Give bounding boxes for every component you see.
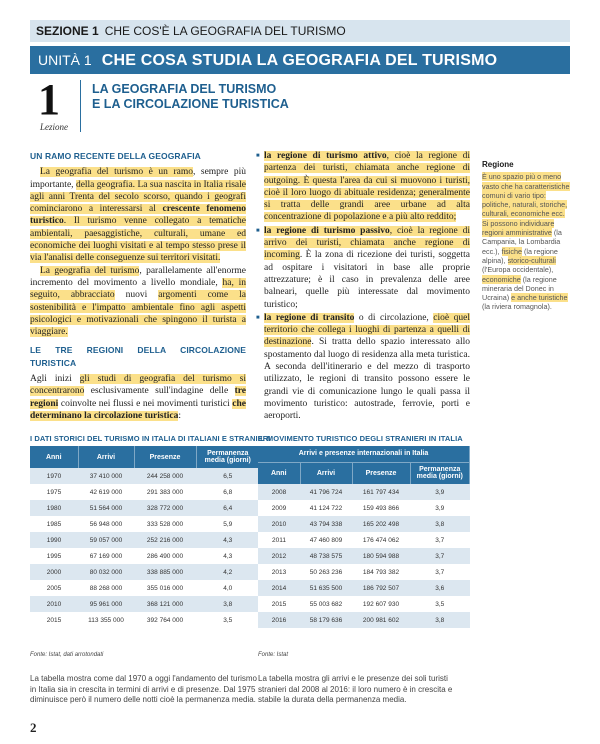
- table-cell: 48 738 575: [300, 548, 352, 564]
- table-row: [258, 500, 470, 516]
- table-row: [30, 596, 260, 612]
- table-cell: 176 474 062: [352, 532, 410, 548]
- text-span: coinvolte nei flussi e nei movimenti turistici: [58, 398, 233, 409]
- paragraph-1: [30, 166, 246, 264]
- text-span: storico-culturali: [507, 255, 556, 265]
- text-span: (l'Europa occidentale),: [482, 265, 554, 275]
- middle-column: [256, 150, 470, 424]
- unit-banner: [30, 46, 570, 74]
- section-label: SEZIONE 1: [36, 24, 99, 38]
- table-caption-row: [258, 446, 470, 462]
- table-row: [258, 484, 470, 500]
- table2-title: IL MOVIMENTO TURISTICO DEGLI STRANIERI IN ITALIA: [258, 434, 463, 443]
- table-cell: 3,5: [196, 612, 260, 628]
- heading-ramo-recente: UN RAMO RECENTE DELLA GEOGRAFIA: [30, 151, 201, 161]
- table-cell: 41 124 722: [300, 500, 352, 516]
- table-cell: 55 003 682: [300, 596, 352, 612]
- table-cell: 58 179 636: [300, 612, 352, 628]
- table-row: [258, 580, 470, 596]
- table-body: [30, 468, 260, 628]
- table-cell: 43 794 338: [300, 516, 352, 532]
- lesson-number: 1: [38, 75, 60, 124]
- table-cell: 42 619 000: [78, 484, 134, 500]
- table-cell: 56 948 000: [78, 516, 134, 532]
- table-cell: 2010: [258, 516, 300, 532]
- table-cell: 3,8: [196, 596, 260, 612]
- text-span: crescente fenomeno turistico: [30, 204, 246, 227]
- text-span: tre regioni: [30, 386, 246, 409]
- table-row: [30, 484, 260, 500]
- text-span: ha, in seguito, abbracciato: [30, 277, 246, 301]
- text-span: esclusivamente sull'indagine delle: [84, 386, 235, 397]
- glossary-title: Regione: [482, 160, 514, 169]
- lesson-title-line2: E LA CIRCOLAZIONE TURISTICA: [92, 97, 289, 111]
- text-span: , parallelamente all'enorme incremento del movimento a livello mondiale,: [30, 265, 246, 288]
- unit-label: UNITÀ 1: [38, 52, 92, 68]
- table-cell: 50 263 236: [300, 564, 352, 580]
- table-row: [30, 564, 260, 580]
- text-span: la regione di turismo attivo: [264, 151, 387, 161]
- table-cell: 6,8: [196, 484, 260, 500]
- column-header: Anni: [30, 446, 78, 468]
- column-header: Anni: [258, 462, 300, 484]
- table-row: [30, 516, 260, 532]
- table-cell: 159 493 866: [352, 500, 410, 516]
- table-cell: 165 202 498: [352, 516, 410, 532]
- text-span: gli studi di geografia del turismo si concentrarono: [30, 374, 247, 397]
- table-cell: 2016: [258, 612, 300, 628]
- lesson-title-line1: LA GEOGRAFIA DEL TURISMO: [92, 82, 277, 96]
- text-span: . È la zona di ricezione dei turisti, soggetta ad ospitare i visitatori in base alle proprie attrezzature; è il caso in prevalenza delle aree balneari, quelle più interessate dal movimento turistico;: [264, 250, 470, 310]
- text-span: la regione di transito: [264, 312, 355, 323]
- section-header: [30, 20, 570, 42]
- text-span: La geografia del turismo è un ramo: [40, 167, 193, 178]
- text-span: che determinano la circolazione turistica: [30, 398, 246, 421]
- table-cell: 1985: [30, 516, 78, 532]
- text-span: , cioè la regione di partenza dei turisti, chiamata anche regione di outgoing. È questa l'area da cui si muovono i turisti, cioè il loro luogo di abituale residenza; generalmente si tratta delle grandi aree urbane ad alta concentrazione di popolazione e a più alto reddito;: [264, 151, 470, 223]
- regions-list: [256, 150, 470, 423]
- column-header: Arrivi: [78, 446, 134, 468]
- table-cell: 51 564 000: [78, 500, 134, 516]
- table-cell: 2015: [258, 596, 300, 612]
- table-cell: 4,3: [196, 532, 260, 548]
- table-cell: 2015: [30, 612, 78, 628]
- text-span: È uno spazio più o meno vasto che ha caratteristiche comuni di vario tipo: politiche, naturali, storiche, culturali, economiche ecc. Si possono individuare regioni amministrative: [482, 172, 570, 238]
- table-row: [30, 580, 260, 596]
- text-span: la regione di turismo passivo: [264, 225, 390, 236]
- column-header: Permanenza media (giorni): [410, 462, 470, 484]
- table-header-row: [258, 462, 470, 484]
- table1-description: La tabella mostra come dal 1970 a oggi l'andamento del turismo in Italia sia in crescita in termini di arrivi e di presenze. Dal 1975 diminuisce però il numero delle notti cioè la permanenza media.: [30, 674, 257, 704]
- table-cell: 3,6: [410, 580, 470, 596]
- column-header: Presenze: [134, 446, 196, 468]
- text-span: e anche turistiche: [511, 293, 568, 303]
- table-row: [30, 532, 260, 548]
- table-cell: 252 216 000: [134, 532, 196, 548]
- text-span: fisiche: [501, 246, 522, 256]
- text-span: cioè quel territorio che collega i luoghi di partenza a quelli di destinazione: [264, 312, 470, 348]
- table-cell: 186 792 507: [352, 580, 410, 596]
- table2-source: Fonte: Istat: [258, 652, 289, 658]
- table-cell: 4,2: [196, 564, 260, 580]
- table-cell: 1995: [30, 548, 78, 564]
- table-cell: 41 796 724: [300, 484, 352, 500]
- text-span: , cioè la regione di arrivo dei turisti, chiamata anche regione di incoming: [264, 225, 470, 261]
- text-span: o di circolazione,: [354, 312, 434, 323]
- table-row: [258, 596, 470, 612]
- table-cell: 1970: [30, 468, 78, 484]
- table-cell: 2013: [258, 564, 300, 580]
- table-cell: 4,3: [196, 548, 260, 564]
- text-span: economiche: [482, 274, 521, 284]
- table-cell: 3,7: [410, 532, 470, 548]
- table-cell: 1980: [30, 500, 78, 516]
- table-cell: 3,5: [410, 596, 470, 612]
- table-cell: 1975: [30, 484, 78, 500]
- glossary-text: [482, 172, 570, 311]
- table-cell: 5,9: [196, 516, 260, 532]
- table-cell: 286 490 000: [134, 548, 196, 564]
- column-header: Permanenza media (giorni): [196, 446, 260, 468]
- table-cell: 3,9: [410, 484, 470, 500]
- historical-data-table: [30, 446, 260, 628]
- table-row: [258, 548, 470, 564]
- text-span: (la Campania, la Lombardia ecc.),: [482, 228, 562, 256]
- table-header-row: [30, 446, 260, 468]
- foreign-tourism-table: [258, 446, 470, 628]
- paragraph-3: [30, 373, 246, 422]
- table-cell: 59 057 000: [78, 532, 134, 548]
- table-cell: 333 528 000: [134, 516, 196, 532]
- table-cell: 2005: [30, 580, 78, 596]
- table-cell: 355 016 000: [134, 580, 196, 596]
- table-cell: 3,9: [410, 500, 470, 516]
- table-cell: 67 169 000: [78, 548, 134, 564]
- table-row: [30, 500, 260, 516]
- text-span: argomenti come la sostenibilità e l'impatto ambientale fino agli aspetti psicologici e motivazionali che spingono il turista a viaggiare.: [30, 290, 246, 338]
- lesson-label: Lezione: [40, 122, 68, 132]
- table-cell: 161 797 434: [352, 484, 410, 500]
- text-span: :: [178, 410, 182, 421]
- text-span: . Il turismo venne collegato a tematiche ambientali, paesaggistiche, culturali, umane ed economiche dei luoghi visitati e al tempo stesso prese il via l'analisi delle conseguenze sui territori visitati.: [30, 216, 246, 264]
- table-row: [258, 564, 470, 580]
- table-cell: 95 961 000: [78, 596, 134, 612]
- table-cell: 180 594 988: [352, 548, 410, 564]
- table-cell: 392 764 000: [134, 612, 196, 628]
- table-cell: 3,8: [410, 612, 470, 628]
- table-cell: 6,5: [196, 468, 260, 484]
- table-row: [258, 612, 470, 628]
- table-cell: 192 607 930: [352, 596, 410, 612]
- table-cell: 2010: [30, 596, 78, 612]
- list-item-transito: [256, 312, 470, 423]
- table-cell: 113 355 000: [78, 612, 134, 628]
- table-row: [30, 468, 260, 484]
- text-span: , sempre più importante,: [30, 167, 246, 190]
- text-span: nuovi: [114, 290, 159, 301]
- table-body: [258, 484, 470, 628]
- table-cell: 47 460 809: [300, 532, 352, 548]
- list-item-turismo-passivo: [256, 225, 470, 311]
- table-cell: 37 410 000: [78, 468, 134, 484]
- column-header: Presenze: [352, 462, 410, 484]
- table-row: [258, 532, 470, 548]
- table2-description: La tabella mostra gli arrivi e le presenze dei soli turisti stranieri dal 2008 al 2016: il loro numero è in crescita e stabile la durata della permanenza media.: [258, 674, 453, 704]
- text-span: della geografia. La sua nascita in Italia risale agli anni Trenta del secolo scorso, quando i geografi cominciarono a interessarsi al: [30, 179, 246, 215]
- table-cell: 6,4: [196, 500, 260, 516]
- column-header: Arrivi: [300, 462, 352, 484]
- text-span: (la riviera romagnola).: [482, 302, 552, 312]
- table-row: [258, 516, 470, 532]
- table-cell: 368 121 000: [134, 596, 196, 612]
- glossary-sidebar: [482, 160, 570, 312]
- table-cell: 338 885 000: [134, 564, 196, 580]
- unit-title: CHE COSA STUDIA LA GEOGRAFIA DEL TURISMO: [101, 52, 498, 69]
- table-cell: 80 032 000: [78, 564, 134, 580]
- table1-title: I DATI STORICI DEL TURISMO IN ITALIA DI ITALIANI E STRANIERI: [30, 434, 271, 443]
- text-span: Agli inizi: [30, 374, 80, 385]
- table-cell: 2000: [30, 564, 78, 580]
- table-cell: 200 981 602: [352, 612, 410, 628]
- section-title: CHE COS'È LA GEOGRAFIA DEL TURISMO: [104, 24, 346, 38]
- text-span: . Si tratta dello spazio interessato allo spostamento dal luogo di residenza alla meta turistica. A seconda dell'itinerario e del mezzo di trasporto utilizzato, le regioni di transito possono essere le grandi vie di comunicazione lungo le quali passa il movimento turistico: autostrade, ferrovie, porti e aeroporti.: [264, 337, 470, 422]
- text-span: La geografia del turismo: [40, 265, 140, 276]
- table-cell: 3,8: [410, 516, 470, 532]
- paragraph-2: [30, 265, 246, 339]
- table-row: [30, 548, 260, 564]
- table1-source: Fonte: Istat, dati arrotondati: [30, 652, 104, 658]
- table-caption: Arrivi e presenze internazionali in Italia: [258, 446, 470, 462]
- table-cell: 2014: [258, 580, 300, 596]
- heading-tre-regioni: LE TRE REGIONI DELLA CIRCOLAZIONE TURISTICA: [30, 345, 246, 368]
- table-cell: 51 635 500: [300, 580, 352, 596]
- table-cell: 3,7: [410, 548, 470, 564]
- table-cell: 2011: [258, 532, 300, 548]
- text-span: (la regione alpina),: [482, 246, 558, 265]
- text-span: (la regione mineraria del Donec in Ucraina): [482, 274, 557, 303]
- table-cell: 1990: [30, 532, 78, 548]
- left-column: [30, 150, 246, 422]
- table-cell: 328 772 000: [134, 500, 196, 516]
- table-cell: 2009: [258, 500, 300, 516]
- table-cell: 291 383 000: [134, 484, 196, 500]
- page-number: 2: [30, 720, 37, 735]
- table-cell: 3,7: [410, 564, 470, 580]
- list-item-turismo-attivo: [256, 150, 470, 224]
- lesson-title: [92, 82, 289, 112]
- table-row: [30, 612, 260, 628]
- table-cell: 4,0: [196, 580, 260, 596]
- lesson-divider: [80, 80, 81, 132]
- table-cell: 88 268 000: [78, 580, 134, 596]
- table-cell: 2008: [258, 484, 300, 500]
- table-cell: 2012: [258, 548, 300, 564]
- table-cell: 184 793 382: [352, 564, 410, 580]
- table-cell: 244 258 000: [134, 468, 196, 484]
